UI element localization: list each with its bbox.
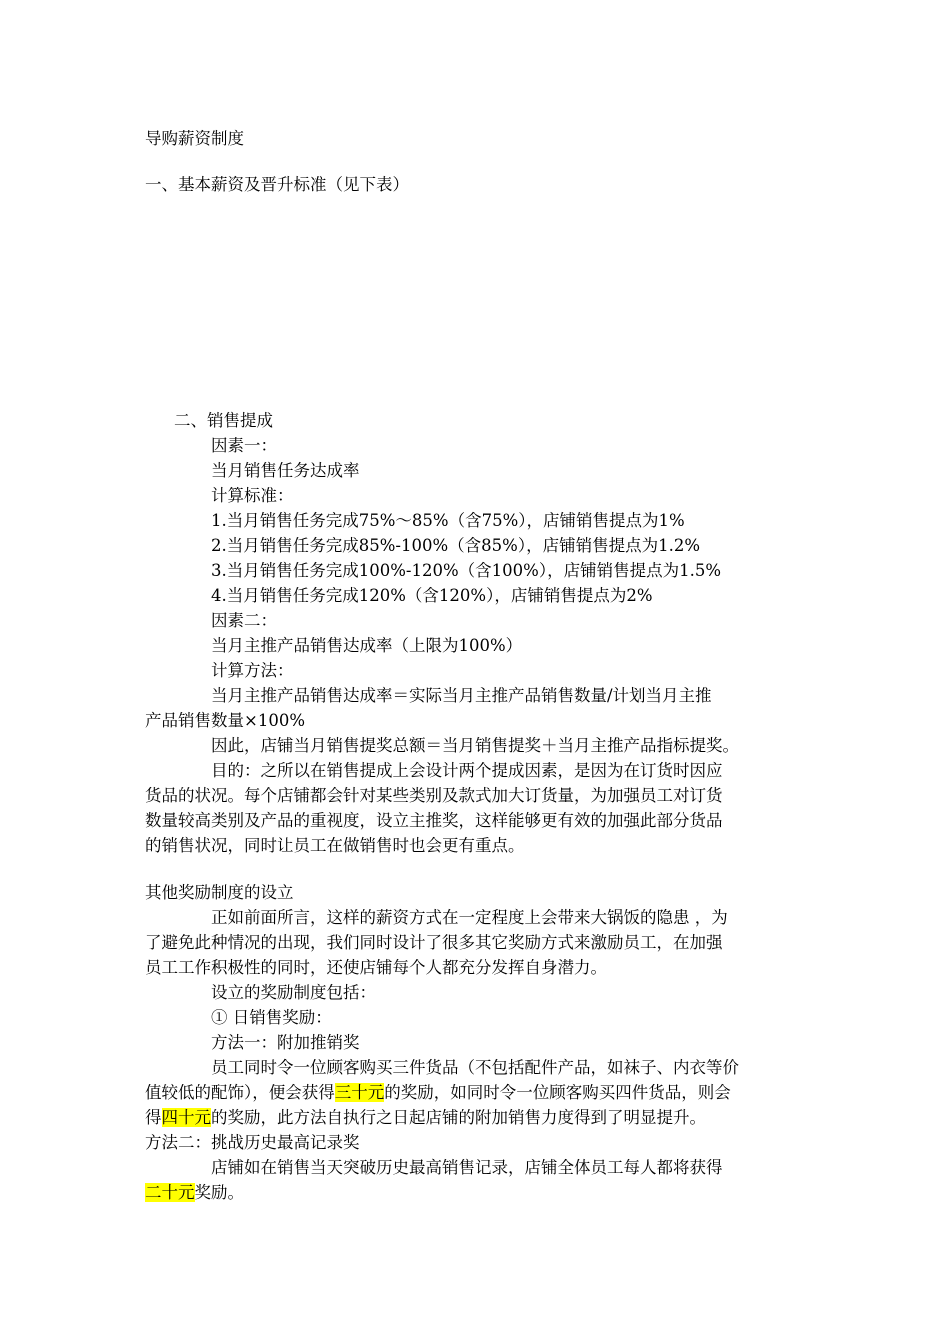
purpose-line-4: 的销售状况，同时让员工在做销售时也会更有重点。 (145, 836, 525, 855)
rule-4: 4.当月销售任务完成120%（含120%），店铺销售提点为2% (211, 586, 653, 605)
factor-1-label: 因素一： (211, 436, 277, 455)
method-1-line-3-end: 的奖励，此方法自执行之日起店铺的附加销售力度得到了明显提升。 (211, 1108, 706, 1127)
method-2-heading: 方法二：挑战历史最高记录奖 (145, 1133, 360, 1152)
other-para-line-1: 正如前面所言，这样的薪资方式在一定程度上会带来大锅饭的隐患 ，为 (211, 908, 728, 927)
other-rewards-heading: 其他奖励制度的设立 (145, 883, 294, 902)
daily-reward-item: ① 日销售奖励： (211, 1008, 332, 1027)
method-1-line-2 (145, 1081, 731, 1105)
rewards-include: 设立的奖励制度包括： (211, 983, 376, 1002)
highlight-thirty-yuan: 三十元 (334, 1083, 385, 1102)
other-para-line-3: 员工工作积极性的同时，还使店铺每个人都充分发挥自身潜力。 (145, 958, 607, 977)
formula-line-2: 产品销售数量×100% (145, 711, 305, 730)
purpose-line-3: 数量较高类别及产品的重视度，设立主推奖，这样能够更有效的加强此部分货品 (145, 811, 723, 830)
method-2-line-2 (145, 1181, 244, 1205)
section-2-heading: 二、销售提成 (174, 411, 273, 430)
method-1-line-3 (145, 1106, 706, 1130)
factor-1-name: 当月销售任务达成率 (211, 461, 360, 480)
doc-title: 导购薪资制度 (145, 129, 244, 148)
rule-1: 1.当月销售任务完成75%～85%（含75%），店铺销售提点为1% (211, 511, 685, 530)
factor-2-name: 当月主推产品销售达成率（上限为100%） (211, 636, 523, 655)
method-1-line-2-end: 的奖励，如同时令一位顾客购买四件货品，则会 (384, 1083, 731, 1102)
purpose-line-1: 目的：之所以在销售提成上会设计两个提成因素，是因为在订货时因应 (211, 761, 723, 780)
method-1-line-3-start: 得 (145, 1108, 162, 1127)
other-para-line-2: 了避免此种情况的出现，我们同时设计了很多其它奖励方式来激励员工，在加强 (145, 933, 723, 952)
rule-3: 3.当月销售任务完成100%-120%（含100%），店铺销售提点为1.5% (211, 561, 722, 580)
factor-2-label: 因素二： (211, 611, 277, 630)
purpose-line-2: 货品的状况。每个店铺都会针对某些类别及款式加大订货量，为加强员工对订货 (145, 786, 723, 805)
method-1-line-1: 员工同时令一位顾客购买三件货品（不包括配件产品，如袜子、内衣等价 (211, 1058, 739, 1077)
calc-method-label: 计算方法： (211, 661, 294, 680)
method-2-line-1: 店铺如在销售当天突破历史最高销售记录，店铺全体员工每人都将获得 (211, 1158, 723, 1177)
method-1-heading: 方法一：附加推销奖 (211, 1033, 360, 1052)
section-1-heading: 一、基本薪资及晋升标准（见下表） (145, 175, 409, 194)
highlight-twenty-yuan: 二十元 (145, 1183, 195, 1202)
formula-line-1: 当月主推产品销售达成率＝实际当月主推产品销售数量/计划当月主推 (211, 686, 712, 705)
calc-standard-label: 计算标准： (211, 486, 294, 505)
highlight-forty-yuan: 四十元 (161, 1108, 211, 1127)
rule-2: 2.当月销售任务完成85%-100%（含85%），店铺销售提点为1.2% (211, 536, 701, 555)
method-2-line-2-end: 奖励。 (194, 1183, 244, 1202)
total-formula: 因此，店铺当月销售提奖总额＝当月销售提奖＋当月主推产品指标提奖。 (211, 736, 739, 755)
method-1-line-2-start: 值较低的配饰），便会获得 (145, 1083, 335, 1102)
